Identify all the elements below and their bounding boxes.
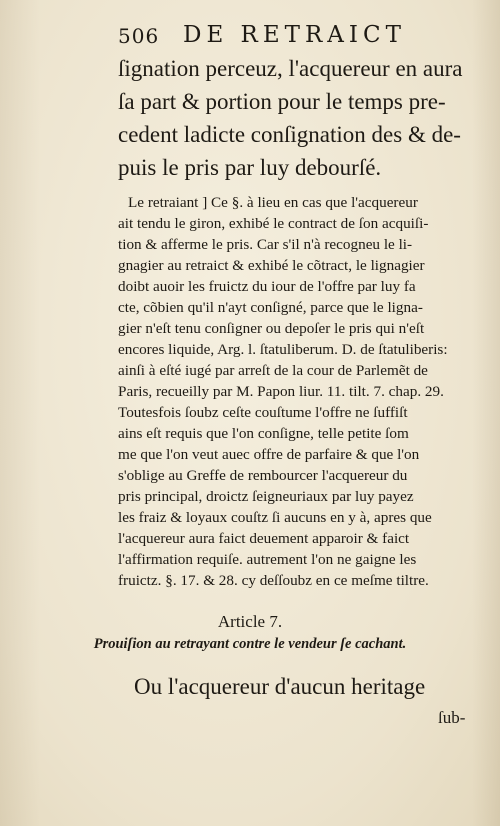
commentary-line: fruictz. §. 17. & 28. cy deſſoubz en ce meſme tiltre.	[118, 572, 429, 589]
article-subtitle: Prouiſion au retrayant contre le vendeur ſe cachant.	[93, 636, 407, 652]
text-line: cedent ladicte conſignation des & de-	[118, 122, 461, 147]
text-line: puis le pris par luy debourſé.	[118, 155, 382, 180]
text-line: ſignation perceuz, l'acquereur en aura	[118, 56, 463, 81]
commentary-line: Paris, recueilly par M. Papon liur. 11. tilt. 7. chap. 29.	[118, 383, 444, 400]
commentary-line: me que l'on veut auec offre de parfaire & que l'on	[118, 446, 420, 463]
commentary-line: doibt auoir les fruictz du iour de l'offre par luy fa	[118, 278, 416, 295]
text-line: ſa part & portion pour le temps pre-	[118, 89, 446, 114]
text-line: Ou l'acquereur d'aucun heritage	[134, 674, 426, 699]
commentary-line: gier n'eſt tenu conſigner ou depoſer le pris qui n'eſt	[118, 320, 425, 337]
commentary-line: s'oblige au Greffe de rembourcer l'acquereur du	[118, 467, 408, 484]
commentary-line: les fraiz & loyaux couſtz ſi aucuns en y à, apres que	[118, 509, 432, 526]
commentary-line: tion & afferme le pris. Car s'il n'à recogneu le li-	[118, 236, 413, 253]
running-head: DE RETRAICT	[183, 22, 406, 48]
commentary-line: cte, cõbien qu'il n'ayt conſigné, parce que le ligna-	[118, 299, 423, 316]
commentary-line: gnagier au retraict & exhibé le cõtract, le lignagier	[118, 257, 425, 274]
commentary-line: l'affirmation requiſe. autrement l'on ne gaigne les	[118, 551, 417, 568]
page-number: 506	[118, 24, 160, 48]
page-edge-shadow-right	[472, 0, 500, 826]
article-heading: Article 7.	[217, 612, 283, 631]
commentary-line: Le retraiant ] Ce §. à lieu en cas que l'acquereur	[128, 194, 418, 211]
commentary-line: l'acquereur aura faict deuement apparoir & faict	[118, 530, 410, 547]
commentary-line: pris principal, droictz ſeigneuriaux par luy payez	[118, 488, 414, 505]
commentary-line: ainſi à eſté iugé par arreſt de la cour de Parlemẽt de	[118, 362, 428, 379]
commentary-line: encores liquide, Arg. l. ſtatuliberum. D. de ſtatuliberis:	[118, 341, 448, 358]
page-edge-shadow-left	[0, 0, 40, 826]
commentary-line: Toutesfois ſoubz ceſte couſtume l'offre ne ſuffiſt	[118, 404, 408, 421]
commentary-line: ait tendu le giron, exhibé le contract de ſon acquiſi-	[118, 215, 429, 232]
catchword: ſub-	[438, 708, 466, 727]
commentary-line: ains eſt requis que l'on conſigne, telle petite ſom	[118, 425, 409, 442]
